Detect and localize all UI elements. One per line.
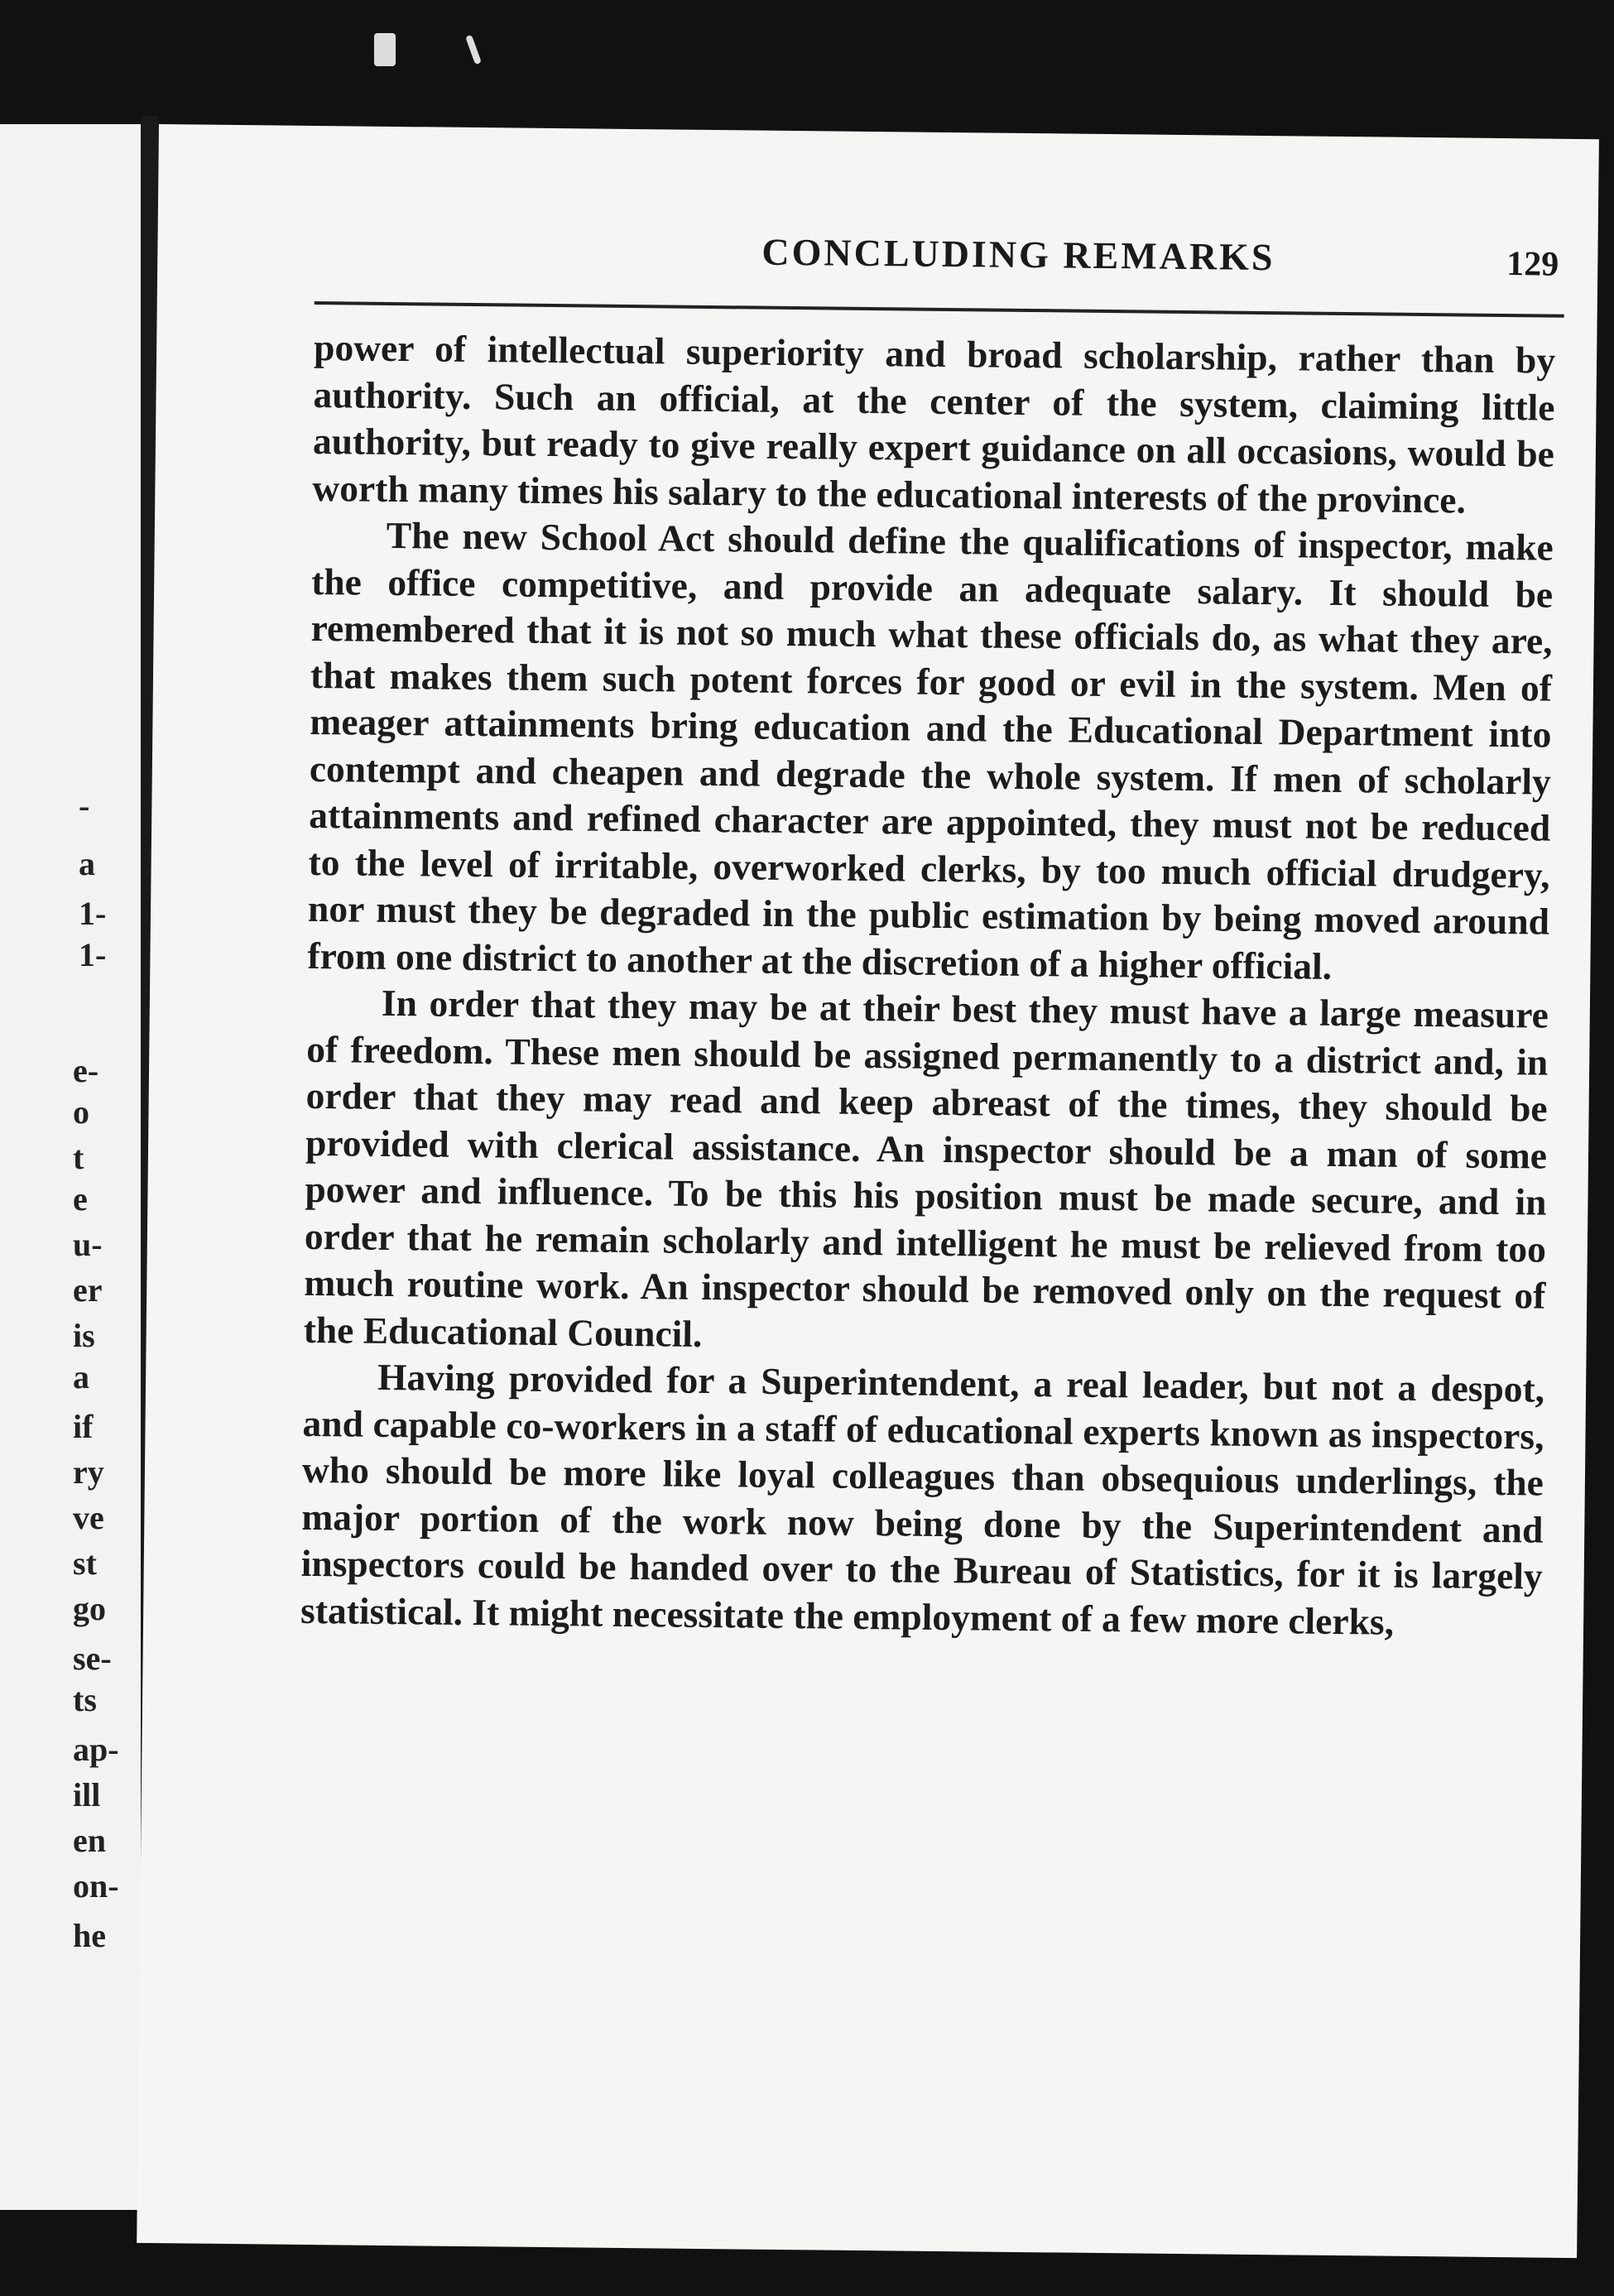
facing-page-fragment: - [79,787,90,824]
facing-page-edge [0,124,141,2210]
facing-page-fragment: o [73,1093,89,1131]
header-rule [315,301,1564,318]
scan-mark [465,35,482,65]
facing-page-fragment: t [73,1139,84,1176]
facing-page-fragment: 1- [79,895,107,932]
facing-page-fragment: st [73,1544,97,1582]
facing-page-fragment: e- [73,1052,99,1089]
body-text [300,324,1555,1647]
page-number: 129 [1506,245,1559,284]
facing-page-fragment: if [73,1408,94,1445]
paragraph: The new School Act should define the qualifications of inspector, make the office competitive, and provide an adequate salary. It should be remembered that it is not so much what these officials do, as what they are, that makes them such potent forces for good or evil in the system. Men of meager attainments bring education and the Educational Department into contempt and cheapen and degrade the whole system. If men of scholarly attainments and refined character are appointed, they must not be reduced to the level of irritable, overworked clerks, by too much official drudgery, nor must they be degraded in the public estimation by being moved around from one district to another at the discretion of a higher official. [307,513,1554,987]
facing-page-fragment: on- [73,1867,119,1905]
facing-page-fragment: is [73,1317,95,1354]
facing-page-fragment: a [73,1358,89,1395]
facing-page-fragment: ts [73,1681,97,1718]
paragraph: In order that they may be at their best they must have a large measure of freedom. These men should be assigned permanently to a district and, in order that they may read and keep abreast of the times, they should be provided with clerical assistance. An inspector should be a man of some power and influence. To be this his position must be made secure, and in order that he remain scholarly and intelligent he must be relieved from too much routine work. An inspector should be removed only on the request of the Educational Council. [303,981,1549,1355]
facing-page-fragment: 1- [79,936,107,973]
facing-page-fragment: ve [73,1499,104,1536]
paragraph: Having provided for a Superintendent, a real leader, but not a despot, and capable co-workers in a staff of educational experts known as inspectors, who should be more like loyal colleagues than obsequious underlings, the major portion of the work now being done by the Superintendent and inspectors could be handed over to the Bureau of Statistics, for it is largely statistical. It might necessitate the employment of a few more clerks, [300,1355,1545,1643]
chapter-title: CONCLUDING REMARKS [761,230,1275,279]
facing-page-fragment: u- [73,1226,103,1263]
facing-page-fragment: en [73,1822,106,1859]
facing-page-fragment: he [73,1917,106,1954]
facing-page-fragment: a [79,845,95,882]
facing-page-fragment: ry [73,1453,104,1491]
facing-page-fragment: ap- [73,1731,119,1768]
facing-page-fragment: er [73,1271,103,1309]
paragraph: power of intellectual superiority and broad scholarship, rather than by authority. Such an official, at the center of the system, claiming little authority, but ready to give really expert guidance on all occasions, would be worth many times his salary to the educational interests of the province. [312,325,1556,521]
book-page [137,124,1599,2258]
facing-page-fragment: ill [73,1776,101,1813]
facing-page-fragment: go [73,1590,106,1627]
facing-page-fragment: se- [73,1640,112,1677]
running-head [323,225,1582,305]
facing-page-fragment: e [73,1180,88,1218]
scan-mark [374,33,396,66]
facing-page-text [0,124,141,2210]
